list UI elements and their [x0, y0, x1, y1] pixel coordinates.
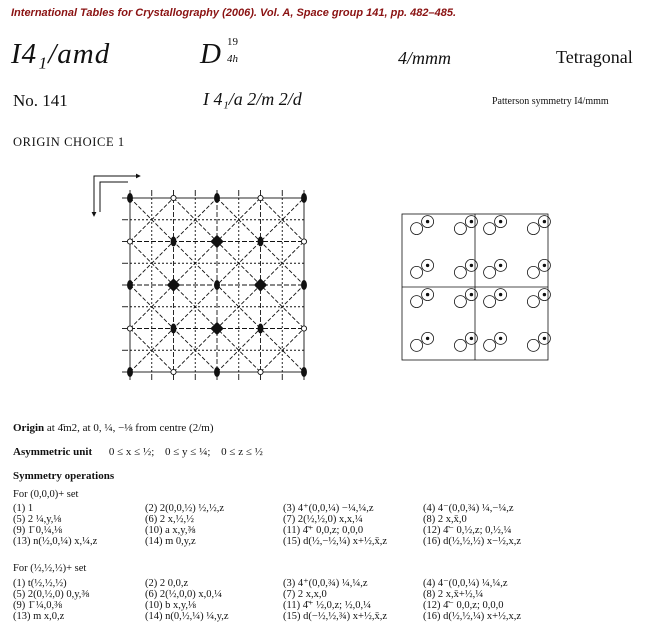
inversion-centre-symbol	[171, 195, 176, 200]
symmetry-operations-heading: Symmetry operations	[13, 470, 115, 482]
twofold-axis-symbol	[171, 324, 176, 333]
symmetry-operation: (11) 4̄⁺ 0,0,z; 0,0,0	[283, 525, 364, 536]
origin-label: Origin	[13, 422, 45, 434]
position-dot	[499, 264, 502, 267]
twofold-axis-symbol	[128, 194, 133, 203]
schoenflies-main: D	[200, 38, 221, 70]
twofold-axis-symbol	[128, 368, 133, 377]
twofold-axis-symbol	[128, 281, 133, 290]
symmetry-operation: (11) 4̄⁺ ½,0,z; ½,0,¼	[283, 600, 371, 611]
symmetry-operation: (10) a x,y,⅜	[145, 525, 196, 536]
symmetry-operation: (2) 2 0,0,z	[145, 578, 189, 589]
position-circle	[484, 296, 496, 308]
asym-condition-z: 0 ≤ z ≤ ½	[221, 446, 263, 458]
twofold-axis-symbol	[258, 237, 263, 246]
position-dot	[543, 220, 546, 223]
asymmetric-unit-line	[13, 446, 263, 458]
position-circle	[527, 266, 539, 278]
position-circle	[411, 296, 423, 308]
twofold-axis-symbol	[302, 194, 307, 203]
symmetry-operation: (8) 2 x,x̄+½,¼	[423, 589, 484, 600]
symmetry-element-diagram	[88, 172, 350, 404]
asym-condition-x: 0 ≤ x ≤ ½;	[108, 446, 155, 458]
symmetry-operation: (15) d(−½,½,¾) x+½,x̄,z	[283, 611, 387, 622]
symmetry-operation: (12) 4̄⁻ 0,0,z; 0,0,0	[423, 600, 504, 611]
symmetry-operation: (14) n(0,½,¼) ¼,y,z	[145, 611, 229, 622]
axis-indicator-icon	[94, 176, 140, 216]
symmetry-operation: (14) m 0,y,z	[145, 536, 196, 547]
operation-row	[13, 536, 553, 547]
symmetry-operation: (1) t(½,½,½)	[13, 578, 67, 589]
symmetry-operation: (2) 2(0,0,½) ½,½,z	[145, 503, 225, 514]
position-circle	[411, 223, 423, 235]
twofold-axis-symbol	[171, 237, 176, 246]
position-circle	[484, 339, 496, 351]
position-dot	[470, 220, 473, 223]
position-circle	[527, 296, 539, 308]
symmetry-operation: (7) 2 x,x,0	[283, 589, 327, 600]
inversion-centre-symbol	[301, 239, 306, 244]
symmetry-operation: (6) 2(½,0,0) x,0,¼	[145, 589, 222, 600]
symmetry-operation: (7) 2(½,½,0) x,x,¼	[283, 514, 363, 525]
symmetry-operation: (5) 2(0,½,0) 0,y,⅜	[13, 589, 90, 600]
symmetry-operation: (16) d(½,½,½) x−½,x,z	[423, 536, 522, 547]
symmetry-operation: (4) 4⁻(0,0,¼) ¼,¼,z	[423, 578, 508, 589]
citation-header: International Tables for Crystallography (2006). Vol. A, Space group 141, pp. 482–485.	[11, 7, 457, 19]
position-circle	[454, 266, 466, 278]
symmetry-operation: (5) 2 ¼,y,⅛	[13, 514, 62, 525]
operation-row	[13, 525, 553, 536]
set2-operations-table	[13, 578, 553, 622]
schoenflies-sub: 4h	[227, 53, 238, 65]
full-symbol: I 4₁/a 2/m 2/d	[203, 89, 302, 109]
general-positions-diagram	[374, 200, 570, 388]
symmetry-operation: (12) 4̄⁻ 0,½,z; 0,½,¼	[423, 525, 512, 536]
set1-operations-table	[13, 503, 553, 547]
operation-row	[13, 611, 553, 622]
symmetry-operation: (8) 2 x,x̄,0	[423, 514, 467, 525]
symmetry-operation: (10) b x,y,⅛	[145, 600, 196, 611]
operation-row	[13, 600, 553, 611]
position-dot	[426, 293, 429, 296]
twofold-axis-symbol	[302, 368, 307, 377]
position-dot	[543, 337, 546, 340]
twofold-axis-symbol	[215, 194, 220, 203]
operation-row	[13, 503, 553, 514]
symmetry-operation: (15) d(½,−½,¼) x+½,x̄,z	[283, 536, 387, 547]
position-dot	[543, 264, 546, 267]
symmetry-operation: (16) d(½,½,¼) x+½,x,z	[423, 611, 522, 622]
position-circle	[484, 223, 496, 235]
asym-condition-y: 0 ≤ y ≤ ¼;	[165, 446, 211, 458]
symmetry-operation: (1) 1	[13, 503, 34, 514]
twofold-axis-symbol	[215, 281, 220, 290]
position-circle	[454, 223, 466, 235]
twofold-axis-symbol	[302, 281, 307, 290]
position-dot	[426, 337, 429, 340]
symmetry-operation: (3) 4⁺(0,0,¾) ¼,¼,z	[283, 578, 368, 589]
inversion-centre-symbol	[171, 369, 176, 374]
symmetry-operation: (6) 2 x,½,½	[145, 514, 194, 525]
schoenflies-symbol	[200, 36, 238, 71]
patterson-symmetry: Patterson symmetry I4/mmm	[492, 96, 609, 107]
inversion-centre-symbol	[258, 369, 263, 374]
inversion-centre-symbol	[127, 239, 132, 244]
position-dot	[470, 337, 473, 340]
position-circle	[484, 266, 496, 278]
twofold-axis-symbol	[215, 368, 220, 377]
crystal-system: Tetragonal	[556, 47, 633, 67]
inversion-centre-symbol	[127, 326, 132, 331]
symmetry-operation: (13) m x,0,z	[13, 611, 65, 622]
position-dot	[499, 293, 502, 296]
inversion-centre-symbol	[258, 195, 263, 200]
point-group: 4/mmm	[398, 48, 451, 68]
space-group-number: No. 141	[13, 91, 68, 110]
operation-row	[13, 514, 553, 525]
operation-row	[13, 589, 553, 600]
position-dot	[499, 220, 502, 223]
position-circle	[411, 266, 423, 278]
position-circle	[527, 339, 539, 351]
symmetry-operation: (4) 4⁻(0,0,¾) ¼,−¼,z	[423, 503, 514, 514]
schoenflies-sup: 19	[227, 36, 238, 48]
position-circle	[411, 339, 423, 351]
symmetry-operation: (9) 1̄ ¼,0,⅜	[13, 600, 62, 611]
twofold-axis-symbol	[258, 324, 263, 333]
symmetry-operation: (13) n(½,0,¼) x,¼,z	[13, 536, 98, 547]
origin-text: at 4̄m2, at 0, ¼, −⅛ from centre (2/m)	[46, 422, 214, 434]
position-dot	[499, 337, 502, 340]
origin-line	[13, 422, 214, 434]
symmetry-operation: (9) 1̄ 0,¼,⅛	[13, 525, 62, 536]
position-dot	[426, 220, 429, 223]
symmetry-operation: (3) 4⁺(0,0,¼) −¼,¼,z	[283, 503, 374, 514]
position-circle	[454, 339, 466, 351]
asymmetric-unit-label: Asymmetric unit	[13, 446, 93, 458]
position-circle	[527, 223, 539, 235]
position-dot	[426, 264, 429, 267]
operation-row	[13, 578, 553, 589]
position-dot	[543, 293, 546, 296]
inversion-centre-symbol	[301, 326, 306, 331]
set2-label: For (½,½,½)+ set	[13, 563, 87, 574]
origin-choice-heading: ORIGIN CHOICE 1	[13, 135, 125, 149]
position-dot	[470, 264, 473, 267]
position-circle	[454, 296, 466, 308]
set1-label: For (0,0,0)+ set	[13, 489, 79, 500]
position-dot	[470, 293, 473, 296]
hermann-mauguin-symbol: I4₁/amd	[11, 38, 111, 70]
